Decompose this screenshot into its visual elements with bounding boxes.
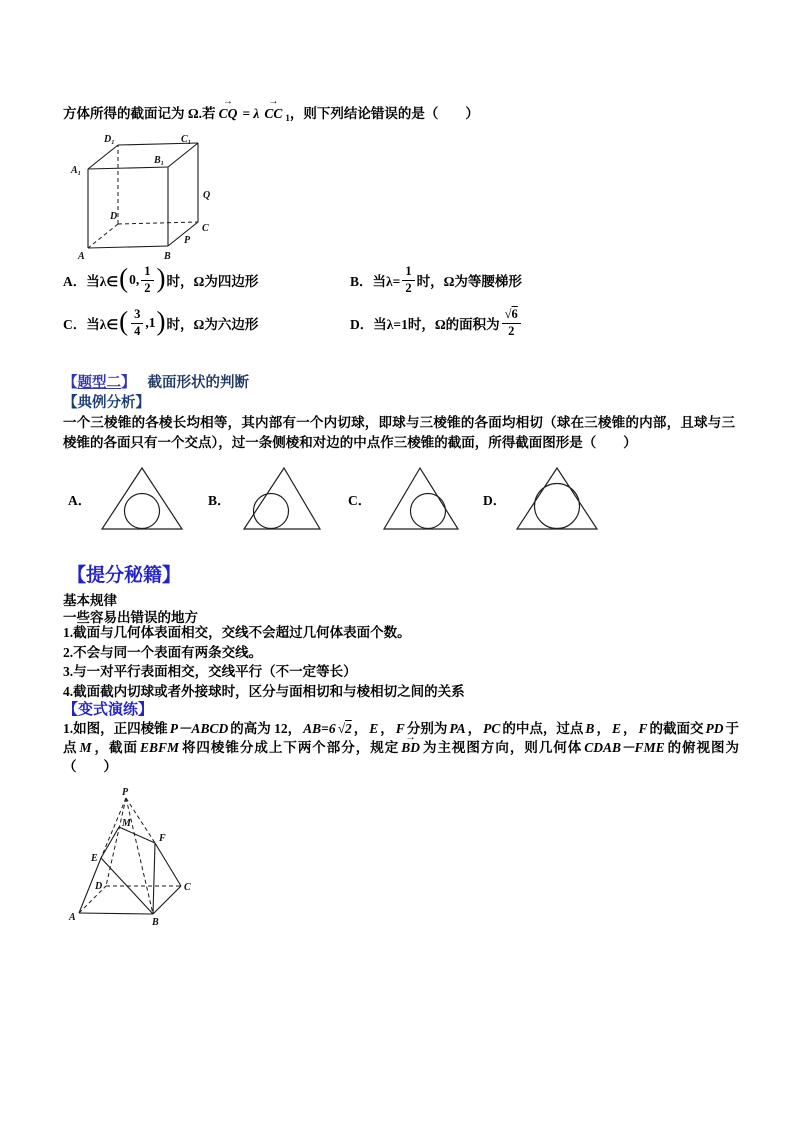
variation-seg: 于点 bbox=[63, 721, 740, 755]
example-choice-c bbox=[348, 465, 466, 533]
math-e2: E bbox=[611, 721, 621, 736]
triangle-figure-d bbox=[513, 465, 601, 533]
example-analysis-header: 【典例分析】 bbox=[63, 395, 150, 411]
math-cdab-fme: CDAB－FME bbox=[584, 740, 665, 755]
q1-option-a-pre: A．当λ∈ bbox=[63, 274, 119, 289]
q1-option-d-radicand: 6 bbox=[511, 306, 518, 321]
math-pd: PD bbox=[705, 721, 724, 736]
pyramid-vertex-label-a: A bbox=[69, 912, 76, 923]
triangle-d bbox=[517, 468, 597, 529]
math-pa: PA bbox=[449, 721, 466, 736]
section-type2-header bbox=[63, 371, 249, 392]
q1-option-a-fraction: $\frac{1}{2}$ bbox=[141, 265, 153, 296]
math-f: F bbox=[395, 721, 405, 736]
q1-option-c-fraction: $\frac{3}{4}$ bbox=[131, 308, 143, 339]
section-type2-title: 截面形状的判断 bbox=[147, 375, 249, 391]
variation-seg: ，截面 bbox=[93, 740, 138, 755]
q1-option-a bbox=[63, 258, 258, 302]
score-tips-header: 【提分秘籍】 bbox=[67, 565, 182, 586]
cube-figure bbox=[70, 133, 220, 261]
triangle-figure-a bbox=[98, 465, 186, 533]
basic-rule-title: 基本规律 bbox=[63, 593, 117, 608]
rule-item-4: 4.截面截内切球或者外接球时，区分与面相切和与棱相切之间的关系 bbox=[63, 683, 465, 699]
example-choice-a-label: A． bbox=[68, 493, 92, 508]
variation-seg: 的截面交 bbox=[649, 721, 704, 736]
rule-item-3: 3.与一对平行表面相交，交线平行（不一定等长） bbox=[63, 664, 357, 679]
common-mistakes-subtitle: 一些容易出错误的地方 bbox=[63, 610, 198, 625]
pyramid-solid-edges bbox=[79, 827, 181, 914]
q1-option-a-open-paren: ( bbox=[119, 262, 129, 293]
q1-option-b-pre: B．当λ= bbox=[350, 274, 401, 289]
variation-seg: 为主视图方向，则几何体 bbox=[421, 740, 583, 755]
pyramid-vertex-label-c: C bbox=[184, 882, 191, 893]
pyramid-vertex-label-p: P bbox=[122, 787, 129, 798]
variation-seg: 1.如图，正四棱锥 bbox=[63, 721, 168, 736]
variation-seg: 的俯视图为（ ） bbox=[63, 740, 739, 774]
math-ab-eq: AB=6 bbox=[303, 721, 336, 736]
math-sqrt-sign: √ bbox=[337, 721, 345, 736]
example-choice-b-label: B． bbox=[208, 493, 231, 508]
vector-cc1: CC → bbox=[264, 106, 282, 122]
q1-option-d-sqrt-sign: √ bbox=[504, 306, 512, 321]
section-type2-bracket-close: 】 bbox=[121, 375, 136, 391]
q1-option-b-fraction: $\frac{1}{2}$ bbox=[402, 265, 414, 296]
math-ebfm: EBFM bbox=[139, 740, 179, 755]
variation-seg: 的高为 12， bbox=[230, 721, 302, 736]
variation-seg: 分别为 bbox=[406, 721, 448, 736]
cube-vertex-label-c: C bbox=[202, 223, 209, 234]
q1-option-b-post: 时，Ω为等腰梯形 bbox=[416, 274, 522, 289]
intro-line bbox=[63, 93, 743, 123]
cube-vertex-label-a1: A₁ bbox=[71, 165, 82, 176]
triangle-c bbox=[384, 468, 458, 529]
intro-text-2: ，则下列结论错误的是（ ） bbox=[289, 106, 479, 121]
q1-option-b bbox=[350, 258, 522, 302]
variation-seg: ， bbox=[596, 721, 610, 736]
rule-item-1: 1.截面与几何体表面相交，交线不会超过几何体表面个数。 bbox=[63, 625, 411, 640]
variation-seg: ， bbox=[622, 721, 637, 736]
triangle-a bbox=[102, 468, 182, 529]
q1-option-a-zero: 0, bbox=[129, 272, 140, 287]
triangle-figure-c bbox=[378, 465, 466, 533]
example-choice-d-label: D． bbox=[483, 493, 507, 508]
pyramid-point-label-m: M bbox=[122, 818, 131, 829]
section-type2-name: 题型二 bbox=[77, 375, 121, 391]
intro-text-1: 方体所得的截面记为 Ω.若 bbox=[63, 106, 216, 121]
section-type2-bracket-open: 【 bbox=[63, 375, 78, 391]
math-radicand-2: 2 bbox=[345, 721, 352, 736]
cube-point-label-q: Q bbox=[203, 190, 211, 201]
variation-seg: ， bbox=[467, 721, 482, 736]
circle-c bbox=[411, 494, 446, 529]
circle-d bbox=[535, 484, 580, 529]
pyramid-vertex-label-b: B bbox=[152, 917, 159, 928]
vector-cc1-subscript: 1 bbox=[285, 113, 290, 123]
math-e: E bbox=[369, 721, 379, 736]
pyramid-point-label-f: F bbox=[159, 833, 166, 844]
cube-point-label-p: P bbox=[184, 235, 191, 246]
variation-problem-text bbox=[63, 719, 739, 776]
q1-option-c bbox=[63, 301, 258, 345]
cube-hidden-edges bbox=[88, 145, 198, 248]
circle-a bbox=[125, 494, 160, 529]
cube-vertex-label-c1: C₁ bbox=[181, 134, 192, 145]
q1-option-c-pre: C．当λ∈ bbox=[63, 317, 119, 332]
q1-option-c-post: 时，Ω为六边形 bbox=[166, 317, 259, 332]
intro-equals-lambda: = λ bbox=[242, 106, 260, 121]
cube-vertex-label-b: B bbox=[164, 251, 171, 261]
example-choice-d bbox=[483, 465, 601, 533]
cube-vertex-label-d1: D₁ bbox=[104, 134, 115, 145]
rule-item-2: 2.不会与同一个表面有两条交线。 bbox=[63, 644, 263, 660]
variation-seg: 的中点，过点 bbox=[502, 721, 584, 736]
q1-option-a-post: 时，Ω为四边形 bbox=[166, 274, 259, 289]
pyramid-figure bbox=[63, 786, 243, 938]
math-pc: PC bbox=[483, 721, 501, 736]
math-m: M bbox=[79, 740, 92, 755]
example-choice-b bbox=[208, 465, 326, 533]
variation-practice-header: 【变式演练】 bbox=[63, 702, 154, 718]
cube-vertex-label-b1: B₁ bbox=[154, 155, 165, 166]
cube-vertex-label-a: A bbox=[78, 251, 85, 261]
circle-b bbox=[253, 494, 288, 529]
q1-option-d-fraction: $\frac{√6}{2}$ bbox=[502, 308, 521, 339]
example-problem-text: 一个三棱锥的各棱长均相等，其内部有一个内切球，即球与三棱锥的各面均相切（球在三棱锥的内部，且球与三棱锥的各面只有一个交点），过一条侧棱和对边的中点作三棱锥的截面，所得截面图形是（ ） bbox=[63, 415, 735, 450]
variation-seg: ， bbox=[380, 721, 394, 736]
rules-list bbox=[63, 623, 465, 701]
q1-option-d bbox=[350, 301, 523, 345]
example-choice-a bbox=[68, 465, 186, 533]
math-p-abcd: P－ABCD bbox=[169, 721, 229, 736]
q1-option-a-close-paren: ) bbox=[156, 262, 166, 293]
q1-option-c-open-paren: ( bbox=[119, 305, 129, 336]
q1-option-c-one: ,1 bbox=[145, 315, 156, 330]
vector-cq: CQ → bbox=[219, 106, 238, 122]
q1-option-d-pre: D．当λ=1时，Ω的面积为 bbox=[350, 317, 500, 332]
vector-bd: BD → bbox=[401, 738, 420, 757]
math-b: B bbox=[585, 721, 595, 736]
pyramid-vertex-label-d: D bbox=[95, 881, 103, 892]
cube-vertex-label-d: D bbox=[110, 211, 118, 222]
triangle-figure-b bbox=[238, 465, 326, 533]
pyramid-point-label-e: E bbox=[91, 853, 98, 864]
math-f2: F bbox=[638, 721, 648, 736]
variation-seg: ， bbox=[353, 721, 368, 736]
cube-solid-edges bbox=[88, 143, 198, 248]
variation-seg: 将四棱锥分成上下两个部分，规定 bbox=[180, 740, 400, 755]
q1-option-c-close-paren: ) bbox=[156, 305, 166, 336]
example-choice-c-label: C． bbox=[348, 493, 372, 508]
